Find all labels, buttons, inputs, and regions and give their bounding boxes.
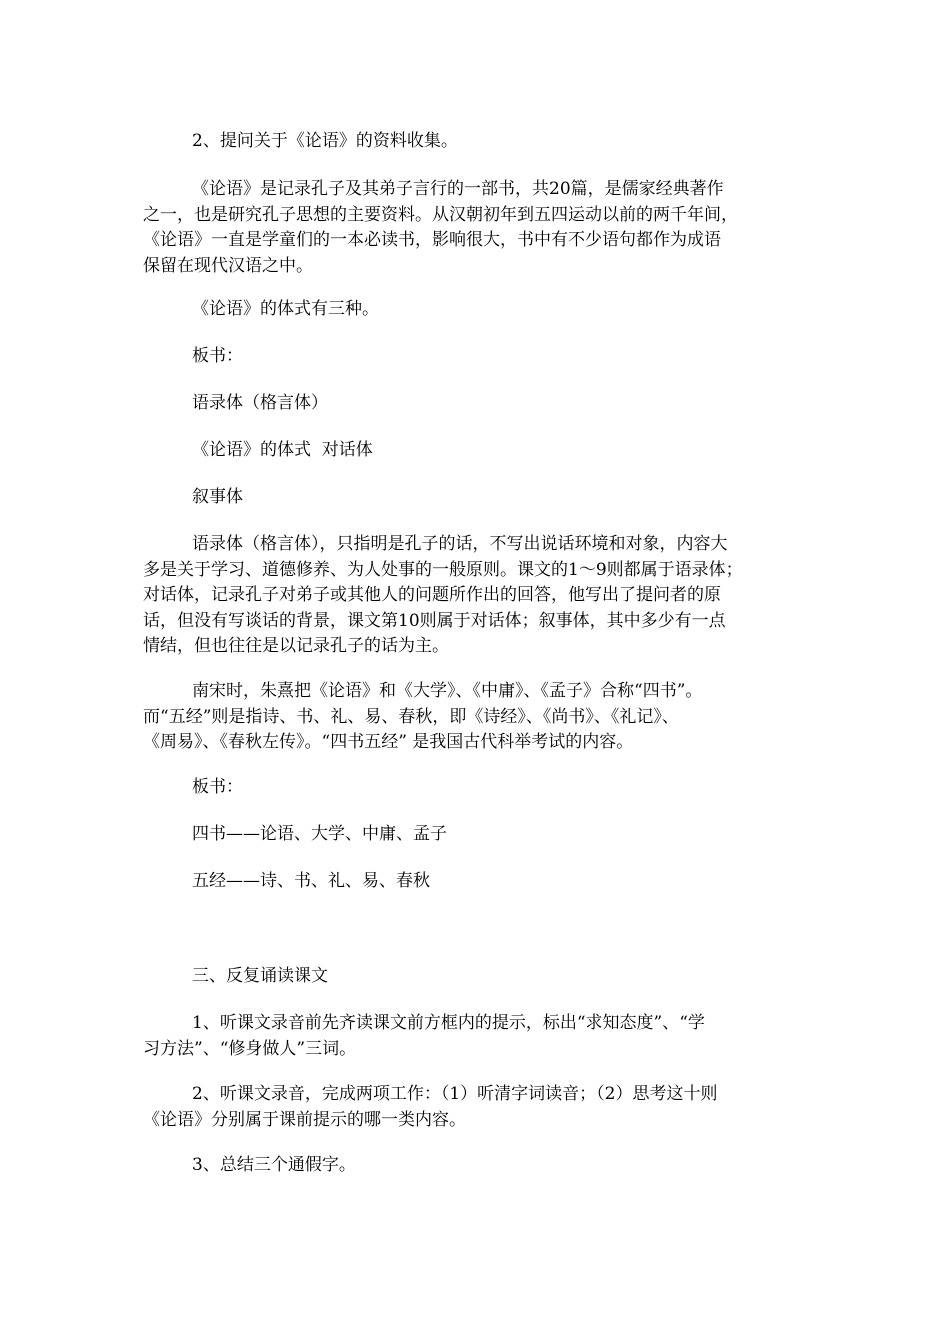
text-line: 板书：: [192, 346, 243, 366]
paragraph-question-2: [143, 129, 813, 155]
text-line: 话，但没有写谈话的背景，课文第10则属于对话体；叙事体，其中多少有一点: [143, 610, 726, 631]
text-line: 而“五经”则是指诗、书、礼、易、春秋，即《诗经》、《尚书》、《礼记》、: [143, 706, 679, 727]
step-1: [143, 1011, 813, 1062]
text-line: 语录体（格言体），只指明是孔子的话，不写出说话环境和对象，内容大: [192, 534, 728, 554]
text-line: 叙事体: [192, 487, 243, 507]
text-line: 三、反复诵读课文: [192, 966, 328, 986]
text-line: 《论语》的体式 对话体: [192, 440, 373, 460]
text-line: 南宋时，朱熹把《论语》和《大学》、《中庸》、《孟子》合称“四书”。: [192, 681, 703, 701]
text-line: 《周易》、《春秋左传》。“四书五经” 是我国古代科举考试的内容。: [143, 732, 634, 752]
style-quotation: [143, 391, 813, 417]
text-line: 《论语》的体式有三种。: [192, 299, 379, 319]
text-line: 之一，也是研究孔子思想的主要资料。从汉朝初年到五四运动以前的两千年间，: [143, 204, 738, 225]
text-line: 保留在现代汉语之中。: [143, 255, 313, 276]
four-books-list: [143, 822, 813, 848]
text-line: 3、总结三个通假字。: [192, 1155, 356, 1175]
blackboard-label: [143, 344, 813, 370]
blackboard-label-2: [143, 775, 813, 801]
paragraph-three-styles: [143, 297, 813, 323]
text-line: 五经——诗、书、礼、易、春秋: [192, 871, 430, 891]
text-line: 习方法”、“修身做人”三词。: [143, 1038, 357, 1059]
paragraph-lunyu-intro: [143, 177, 813, 279]
text-line: 对话体，记录孔子对弟子或其他人的问题所作出的回答，他写出了提问者的原: [143, 585, 721, 605]
paragraph-four-books: [143, 679, 813, 756]
text-line: 2、提问关于《论语》的资料收集。: [192, 131, 458, 151]
step-3: [143, 1153, 813, 1179]
style-narrative: [143, 485, 813, 511]
text-line: 1、听课文录音前先齐读课文前方框内的提示，标出“求知态度”、“学: [192, 1013, 705, 1033]
text-line: 语录体（格言体）: [192, 393, 328, 413]
step-2: [143, 1082, 813, 1133]
text-line: 2、听课文录音，完成两项工作：（1）听清字词读音；（2）思考这十则: [192, 1084, 718, 1104]
text-line: 《论语》一直是学童们的一本必读书，影响很大，书中有不少语句都作为成语: [143, 230, 721, 250]
text-line: 《论语》是记录孔子及其弟子言行的一部书，共20篇，是儒家经典著作: [192, 179, 724, 199]
text-line: 《论语》分别属于课前提示的哪一类内容。: [143, 1109, 466, 1130]
section-heading-3: [143, 964, 813, 990]
paragraph-style-explanation: [143, 532, 813, 660]
style-dialogue: [143, 438, 813, 464]
text-line: 板书：: [192, 777, 243, 797]
text-line: 情结，但也往往是以记录孔子的话为主。: [143, 636, 449, 656]
text-line: 四书——论语、大学、中庸、孟子: [192, 824, 447, 844]
five-classics-list: [143, 869, 813, 895]
text-line: 多是关于学习、道德修养、为人处事的一般原则。课文的1～9则都属于语录体；: [143, 559, 743, 580]
